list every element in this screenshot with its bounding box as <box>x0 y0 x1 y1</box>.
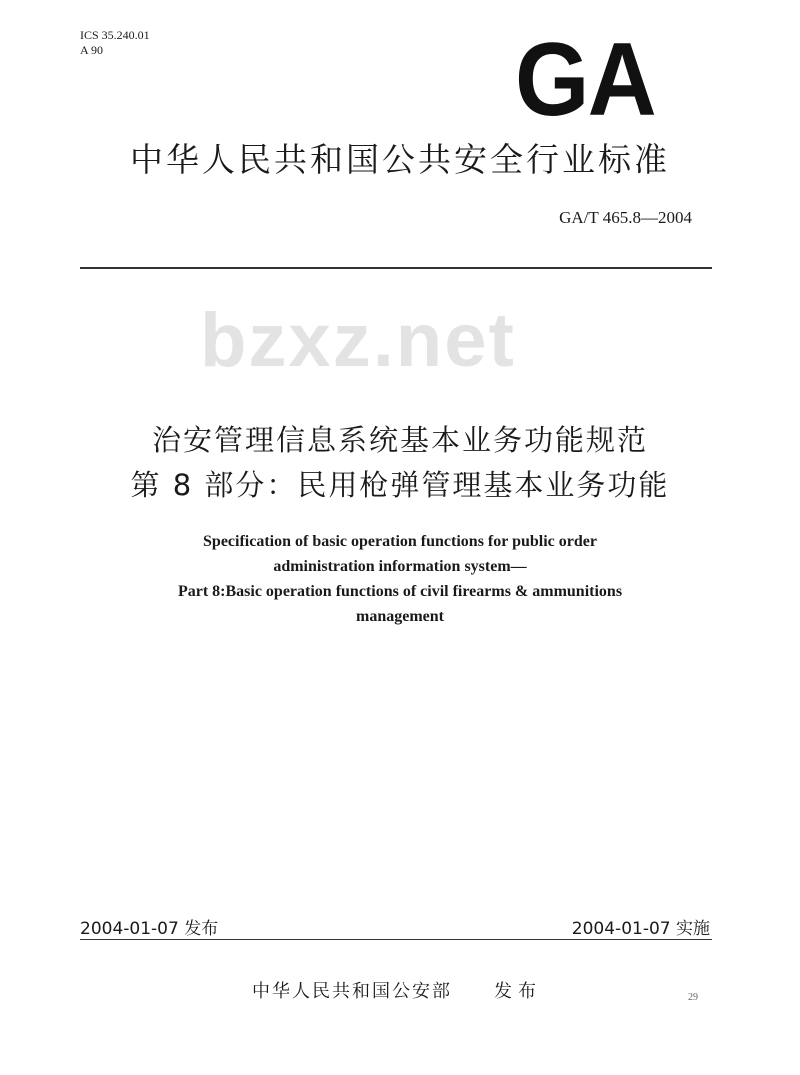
publish-verb: 发布 <box>494 981 542 1002</box>
title-zh-line1: 治安管理信息系统基本业务功能规范 <box>151 423 648 457</box>
title-en-line: Specification of basic operation functions for public order <box>203 533 597 550</box>
title-en-line: administration information system— <box>273 558 527 575</box>
top-divider <box>80 267 712 269</box>
title-en-line: management <box>356 608 444 625</box>
title-en-line: Part 8:Basic operation functions of civil firearms & ammunitions <box>177 583 623 600</box>
title-zh-line2: 第 8 部分：民用枪弹管理基本业务功能 <box>130 468 670 502</box>
ga-logo: GA <box>515 22 655 138</box>
implement-date: 2004-01-07 实施 <box>571 919 710 939</box>
standard-category: 中华人民共和国公共安全行业标准 <box>130 140 670 179</box>
ics-code: ICS 35.240.01 <box>80 28 150 42</box>
issue-date: 2004-01-07 发布 <box>80 919 219 939</box>
page-number: 29 <box>688 992 698 1003</box>
publisher: 中华人民共和国公安部 <box>252 981 452 1002</box>
bottom-divider <box>80 939 712 940</box>
ccs-code: A 90 <box>80 43 104 57</box>
standard-number: GA/T 465.8—2004 <box>559 208 692 227</box>
watermark: bzxz.net <box>200 298 516 383</box>
